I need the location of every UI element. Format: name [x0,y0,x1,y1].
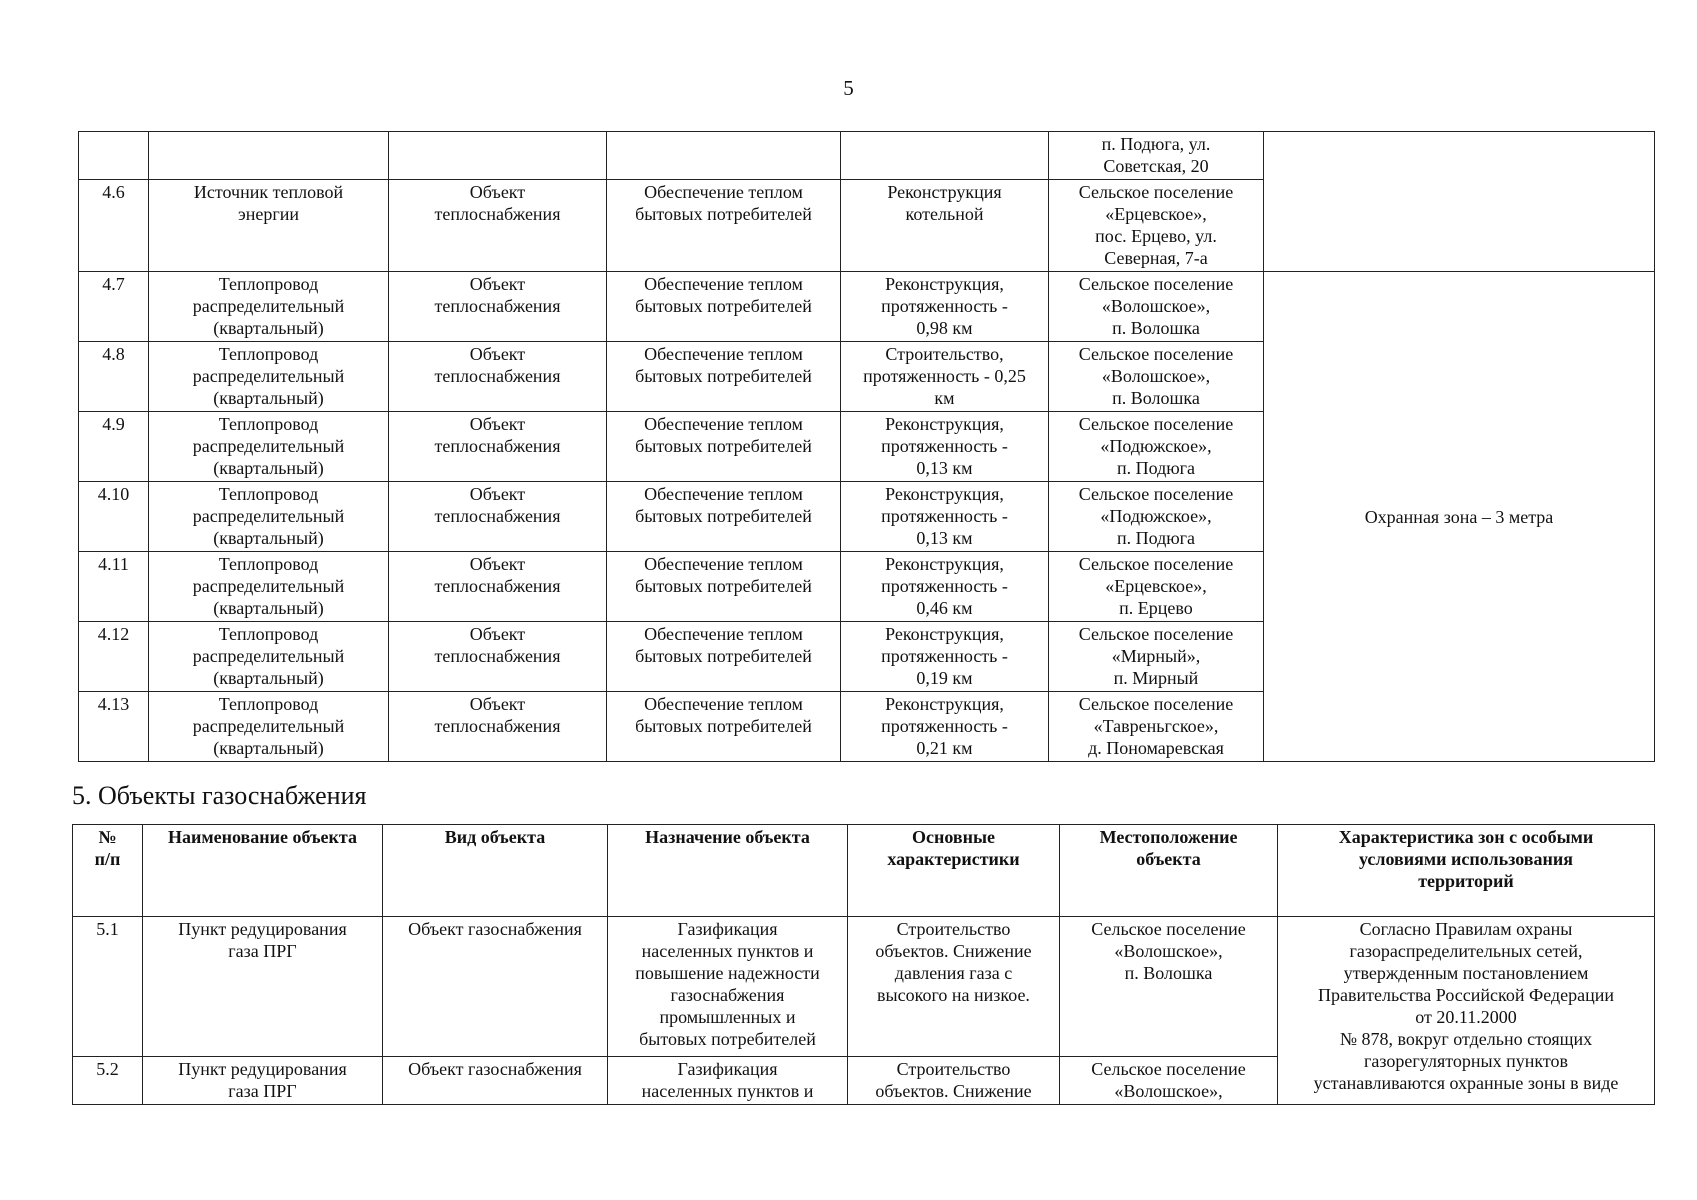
object-purpose-cell: Газификация населенных пунктов и [608,1057,848,1105]
location-cell: Сельское поселение «Мирный», п. Мирный [1049,622,1264,692]
location-cell: Сельское поселение «Волошское», п. Волошка [1060,917,1278,1057]
table-row [79,272,1655,342]
characteristics-cell: Реконструкция, протяженность - 0,21 км [841,692,1049,762]
object-purpose-cell: Обеспечение теплом бытовых потребителей [607,412,841,482]
header-zone: Характеристика зон с особыми условиями использования территорий [1278,825,1655,917]
zone-description-cell: Согласно Правилам охраны газораспределительных сетей, утвержденным постановлением Правительства Российской Федерации от 20.11.2000 № 878, вокруг отдельно стоящих газорегуляторных пунктов устанавливаются охранные зоны в виде [1278,917,1655,1105]
object-purpose-cell: Обеспечение теплом бытовых потребителей [607,272,841,342]
location-cell: Сельское поселение «Волошское», п. Волошка [1049,272,1264,342]
object-type-cell: Объект теплоснабжения [389,412,607,482]
object-name-cell: Источник тепловой энергии [149,180,389,272]
object-purpose-cell: Обеспечение теплом бытовых потребителей [607,692,841,762]
object-name-cell: Теплопровод распределительный (квартальный) [149,552,389,622]
object-name-cell: Теплопровод распределительный (квартальный) [149,272,389,342]
object-purpose-cell: Обеспечение теплом бытовых потребителей [607,622,841,692]
location-cell: Сельское поселение «Тавреньгское», д. Пономаревская [1049,692,1264,762]
zone-description-cell: Охранная зона – 3 метра [1264,272,1655,762]
section-title: 5. Объекты газоснабжения [72,781,367,810]
row-number-cell: 4.11 [79,552,149,622]
page-number: 5 [843,76,854,100]
object-name-cell: Пункт редуцирования газа ПРГ [143,917,383,1057]
object-purpose-cell: Обеспечение теплом бытовых потребителей [607,180,841,272]
object-name-cell: Пункт редуцирования газа ПРГ [143,1057,383,1105]
table-row [73,917,1655,1057]
object-purpose-cell: Газификация населенных пунктов и повышение надежности газоснабжения промышленных и бытовых потребителей [608,917,848,1057]
object-purpose-cell: Обеспечение теплом бытовых потребителей [607,342,841,412]
location-cell: Сельское поселение «Волошское», [1060,1057,1278,1105]
header-object-name: Наименование объекта [143,825,383,917]
characteristics-cell: Строительство, протяженность - 0,25 км [841,342,1049,412]
characteristics-cell: Реконструкция, протяженность - 0,13 км [841,482,1049,552]
object-name-cell: Теплопровод распределительный (квартальный) [149,692,389,762]
row-number-cell: 4.7 [79,272,149,342]
gas-supply-table [72,824,1655,1105]
row-number-cell: 4.6 [79,180,149,272]
row-number-cell: 5.1 [73,917,143,1057]
heat-supply-table [78,131,1655,762]
object-name-cell: Теплопровод распределительный (квартальный) [149,482,389,552]
object-type-cell: Объект теплоснабжения [389,552,607,622]
object-name-cell: Теплопровод распределительный (квартальный) [149,412,389,482]
object-type-cell: Объект теплоснабжения [389,692,607,762]
location-cell: п. Подюга, ул. Советская, 20 [1049,132,1264,180]
row-number-cell: 5.2 [73,1057,143,1105]
header-characteristics: Основные характеристики [848,825,1060,917]
row-number-cell: 4.10 [79,482,149,552]
zone-cell-blank [1264,132,1655,272]
location-cell: Сельское поселение «Подюжское», п. Подюга [1049,482,1264,552]
location-cell: Сельское поселение «Волошское», п. Волошка [1049,342,1264,412]
object-name-cell: Теплопровод распределительный (квартальный) [149,622,389,692]
object-type-cell: Объект теплоснабжения [389,180,607,272]
object-purpose-cell: Обеспечение теплом бытовых потребителей [607,552,841,622]
characteristics-cell: Реконструкция, протяженность - 0,98 км [841,272,1049,342]
object-type-cell: Объект теплоснабжения [389,622,607,692]
row-number-cell: 4.13 [79,692,149,762]
header-number: № п/п [73,825,143,917]
object-name-cell: Теплопровод распределительный (квартальный) [149,342,389,412]
location-cell: Сельское поселение «Подюжское», п. Подюга [1049,412,1264,482]
characteristics-cell: Реконструкция, протяженность - 0,13 км [841,412,1049,482]
characteristics-cell: Реконструкция, протяженность - 0,46 км [841,552,1049,622]
object-type-cell: Объект газоснабжения [383,1057,608,1105]
location-cell: Сельское поселение «Ерцевское», пос. Ерцево, ул. Северная, 7-а [1049,180,1264,272]
row-number-cell: 4.8 [79,342,149,412]
object-type-cell: Объект теплоснабжения [389,272,607,342]
header-location: Местоположение объекта [1060,825,1278,917]
characteristics-cell: Строительство объектов. Снижение давления газа с высокого на низкое. [848,917,1060,1057]
row-number-cell: 4.12 [79,622,149,692]
row-number-cell: 4.9 [79,412,149,482]
location-cell: Сельское поселение «Ерцевское», п. Ерцево [1049,552,1264,622]
characteristics-cell: Строительство объектов. Снижение [848,1057,1060,1105]
characteristics-cell: Реконструкция котельной [841,180,1049,272]
table-row [79,132,1655,180]
characteristics-cell: Реконструкция, протяженность - 0,19 км [841,622,1049,692]
object-type-cell: Объект газоснабжения [383,917,608,1057]
header-object-type: Вид объекта [383,825,608,917]
object-type-cell: Объект теплоснабжения [389,342,607,412]
object-purpose-cell: Обеспечение теплом бытовых потребителей [607,482,841,552]
object-type-cell: Объект теплоснабжения [389,482,607,552]
table-header-row [73,825,1655,917]
header-object-purpose: Назначение объекта [608,825,848,917]
